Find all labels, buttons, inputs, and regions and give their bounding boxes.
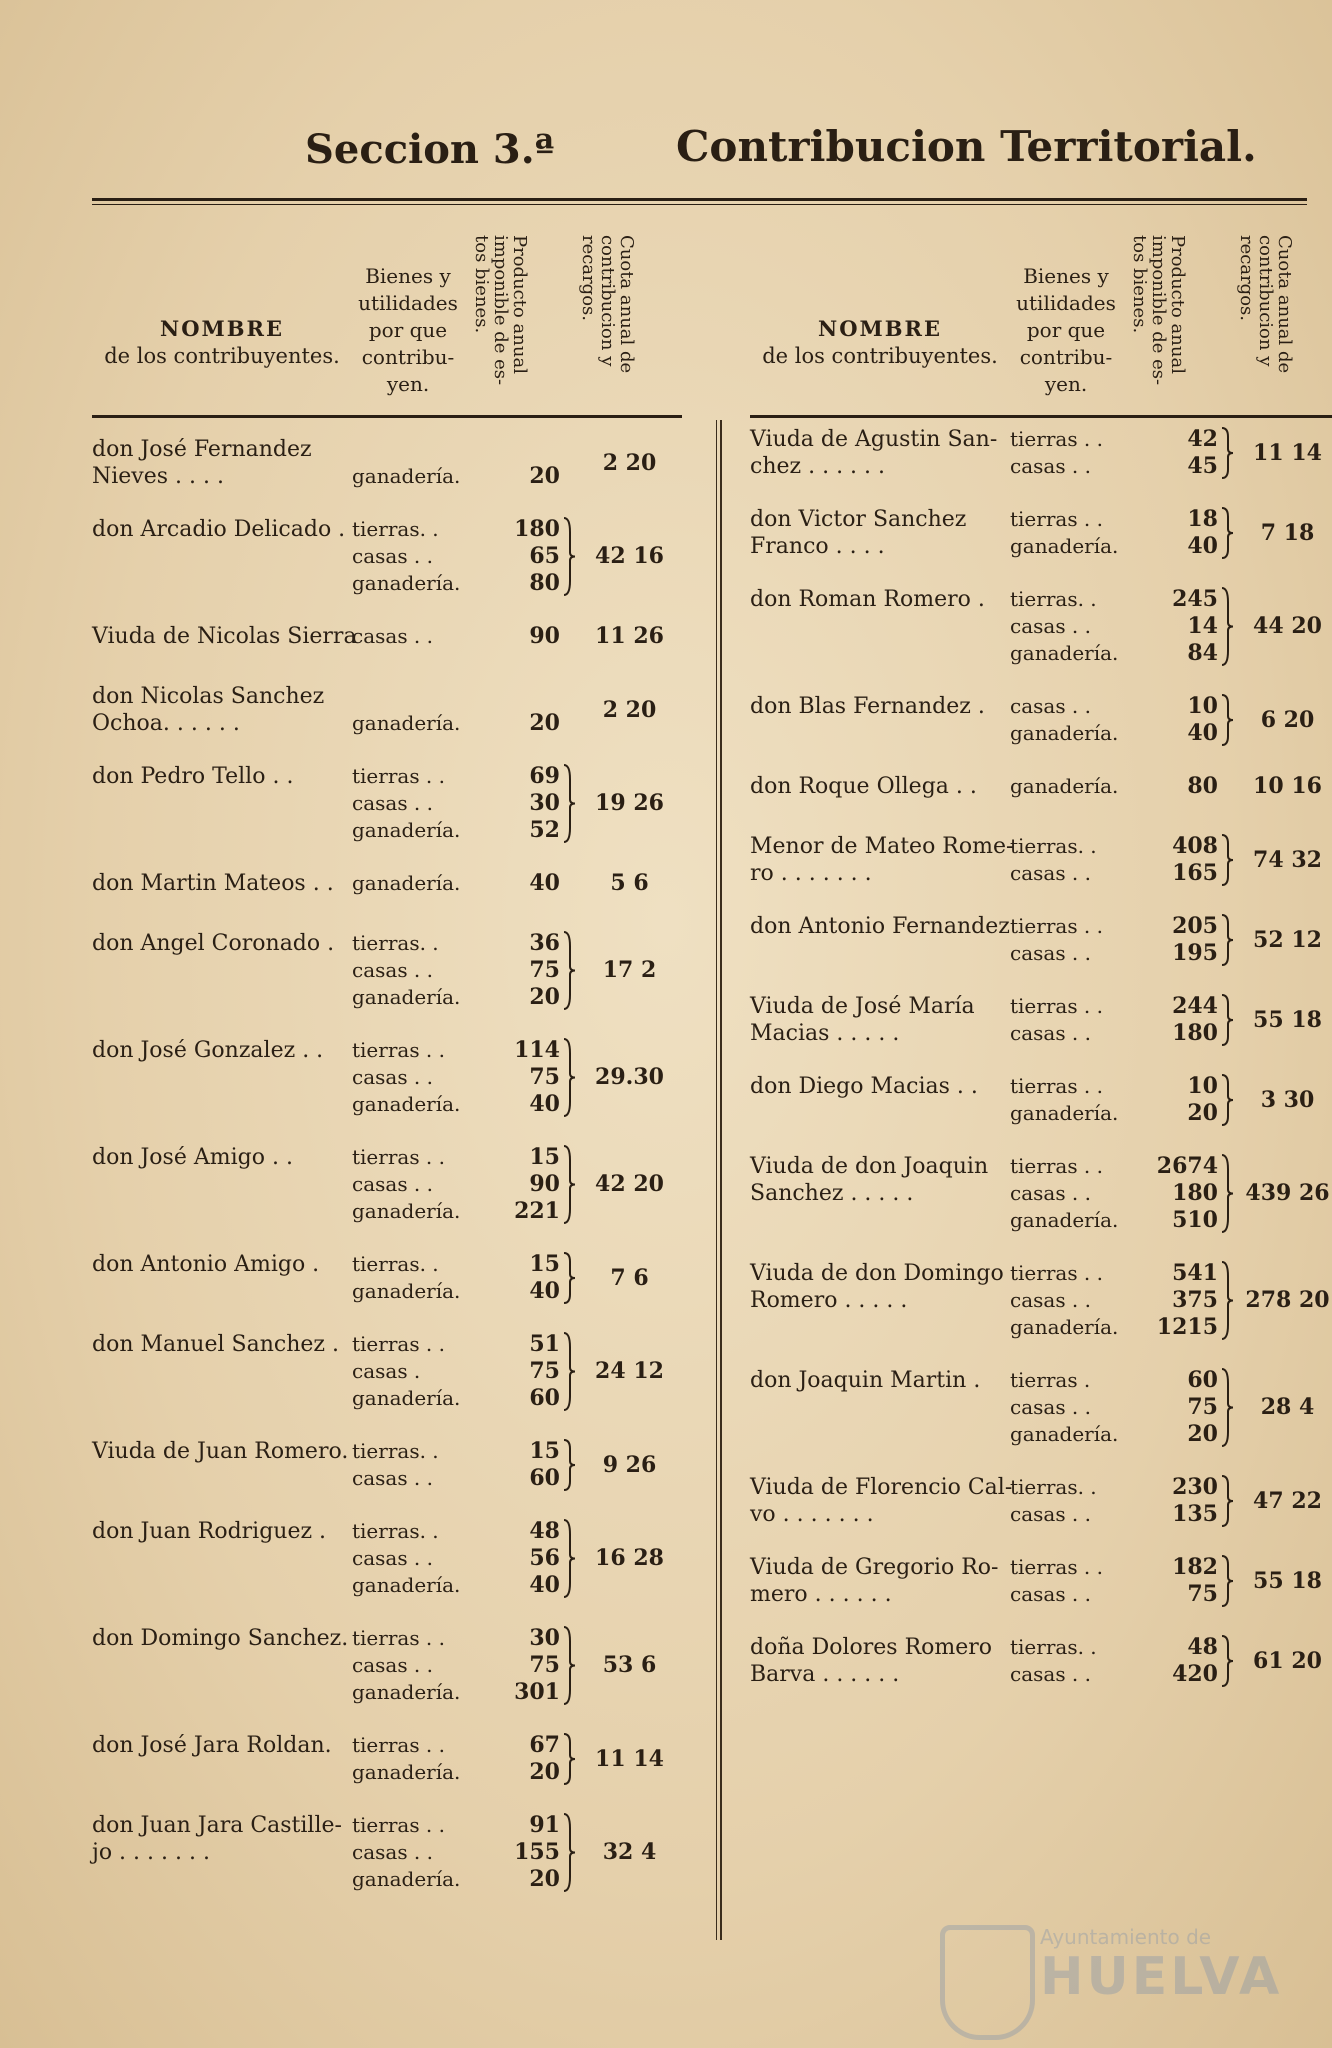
annual-quota: 55 18 — [1253, 1567, 1322, 1594]
property-types: tierras. . casas . . — [1010, 834, 1097, 885]
taxable-values: 15 60 — [529, 1438, 560, 1491]
taxable-values: 48 420 — [1172, 1634, 1218, 1687]
contributor-name: don Victor Sanchez Franco . . . . — [750, 507, 967, 559]
annual-quota: 7 6 — [610, 1264, 649, 1291]
table-row — [92, 1144, 682, 1225]
taxable-values: 541 375 1215 — [1156, 1260, 1218, 1340]
table-row — [92, 1438, 682, 1492]
table-row — [92, 1625, 682, 1706]
brace-icon — [562, 516, 576, 597]
table-row — [750, 1260, 1332, 1341]
property-types: ganadería. — [1010, 774, 1119, 798]
header-bienes: Bienes y utilidades por que contribu- yen. — [358, 264, 458, 396]
contributor-name: Viuda de Agustin San- chez . . . . . . — [750, 427, 998, 479]
contributor-name: don Juan Rodriguez . — [92, 1519, 327, 1544]
taxable-values: 60 75 20 — [1187, 1367, 1218, 1447]
property-types: tierras . . casas . . — [1010, 427, 1104, 478]
taxable-values: 51 75 60 — [529, 1331, 560, 1411]
taxable-values: 36 75 20 — [529, 930, 560, 1010]
annual-quota: 32 4 — [602, 1839, 657, 1865]
taxable-values: 91 155 20 — [514, 1812, 560, 1892]
table-row — [92, 683, 682, 737]
property-types: tierras . . casas . . ganadería. — [1010, 1261, 1119, 1339]
property-types: tierras. . casas . . ganadería. — [352, 517, 461, 595]
right-column — [750, 210, 1332, 1930]
taxable-values: 182 75 — [1172, 1554, 1218, 1607]
contributor-name: doña Dolores Romero Barva . . . . . . — [750, 1635, 993, 1687]
annual-quota: 11 14 — [1253, 439, 1322, 466]
brace-icon — [562, 1732, 576, 1786]
watermark-top: Ayuntamiento de — [1040, 1925, 1212, 1949]
table-row — [750, 1634, 1332, 1688]
property-types: tierras . . ganadería. — [1010, 507, 1119, 558]
property-types: ganadería. — [352, 464, 461, 488]
contributor-name: Viuda de Florencio Cal- vo . . . . . . . — [750, 1475, 1013, 1527]
property-types: tierras . . ganadería. — [352, 1733, 461, 1784]
annual-quota: 3 30 — [1260, 1086, 1315, 1113]
archive-watermark — [930, 1925, 1283, 2035]
column-divider — [720, 420, 722, 1940]
table-row — [750, 1153, 1332, 1234]
table-row — [92, 1732, 682, 1786]
property-types: tierras. . casas . . — [1010, 1635, 1097, 1686]
property-types: tierras . . casas . . ganadería. — [352, 764, 461, 842]
brace-icon — [1220, 1367, 1234, 1448]
contributor-name: don José Fernandez Nieves . . . . — [92, 437, 312, 489]
property-types: tierras . . casas . . — [1010, 1555, 1104, 1606]
table-row — [750, 913, 1332, 967]
annual-quota: 5 6 — [610, 870, 649, 896]
annual-quota: 11 14 — [595, 1745, 664, 1772]
left-column — [92, 210, 682, 1930]
header-cuota: Cuota anual de contribucion y recargos. — [578, 235, 637, 374]
annual-quota: 278 20 — [1245, 1287, 1330, 1313]
brace-icon — [562, 930, 576, 1011]
annual-quota: 11 26 — [595, 623, 664, 649]
contributor-name: don Blas Fernandez . — [750, 694, 985, 719]
property-types: ganadería. — [352, 871, 461, 895]
annual-quota: 53 6 — [602, 1652, 657, 1678]
taxable-values: 15 40 — [529, 1251, 560, 1304]
property-types: tierras. . casas . . ganadería. — [352, 1519, 461, 1597]
table-row — [750, 693, 1332, 747]
taxable-values: 18 40 — [1187, 506, 1218, 559]
property-types: tierras . casas . . ganadería. — [1010, 1368, 1119, 1446]
brace-icon — [1220, 1073, 1234, 1127]
annual-quota: 28 4 — [1260, 1394, 1315, 1420]
table-row — [92, 436, 682, 490]
property-types: tierras. . casas . . — [352, 1439, 439, 1490]
contributor-name: don Joaquin Martin . — [750, 1368, 981, 1393]
annual-quota: 439 26 — [1245, 1180, 1330, 1206]
annual-quota: 55 18 — [1253, 1006, 1322, 1033]
contributor-name: don Juan Jara Castille- jo . . . . . . . — [92, 1813, 342, 1865]
brace-icon — [1220, 913, 1234, 967]
table-row — [750, 773, 1332, 800]
contributor-name: Viuda de José María Macias . . . . . — [750, 994, 975, 1046]
brace-icon — [1220, 1153, 1234, 1234]
contributor-name: don José Amigo . . — [92, 1145, 293, 1170]
taxable-values: 69 30 52 — [529, 763, 560, 843]
table-row — [750, 1367, 1332, 1448]
property-types: tierras . . casas . . ganadería. — [352, 1145, 461, 1223]
table-row — [92, 623, 682, 650]
taxable-values: 90 — [529, 623, 560, 649]
property-types: tierras . . casas . . ganadería. — [352, 1626, 461, 1704]
property-types: tierras . . casas . . ganadería. — [1010, 1154, 1119, 1232]
taxable-values: 10 20 — [1187, 1073, 1218, 1126]
taxable-values: 80 — [1187, 773, 1218, 799]
brace-icon — [1220, 1634, 1234, 1688]
table-row — [750, 586, 1332, 667]
column-divider-thin — [716, 420, 717, 1940]
property-types: casas . . — [352, 624, 434, 648]
brace-icon — [1220, 1260, 1234, 1341]
annual-quota: 10 16 — [1253, 773, 1322, 799]
annual-quota: 29.30 — [595, 1064, 664, 1090]
annual-quota: 74 32 — [1253, 846, 1322, 873]
table-row — [750, 1073, 1332, 1127]
annual-quota: 7 18 — [1260, 519, 1315, 546]
taxable-values: 20 — [529, 710, 560, 736]
table-row — [92, 763, 682, 844]
header-cuota: Cuota anual de contribucion y recargos. — [1236, 235, 1295, 374]
header-producto: Producto anual imponible de es-tos bienes. — [471, 235, 530, 386]
annual-quota: 44 20 — [1253, 613, 1322, 639]
property-types: tierras . . casas . . ganadería. — [352, 1038, 461, 1116]
annual-quota: 17 2 — [602, 957, 657, 983]
header-name: NOMBRE de los contribuyentes. — [104, 316, 340, 368]
annual-quota: 24 12 — [595, 1358, 664, 1384]
annual-quota: 42 20 — [595, 1171, 664, 1197]
table-row — [92, 1518, 682, 1599]
contributor-name: don Pedro Tello . . — [92, 764, 294, 789]
contributor-name: don José Jara Roldan. — [92, 1733, 332, 1758]
contributor-name: don Martin Mateos . . — [92, 871, 334, 896]
taxable-values: 67 20 — [529, 1732, 560, 1785]
property-types: tierras. . casas . . ganadería. — [352, 931, 461, 1009]
contributor-name: Viuda de Gregorio Ro- mero . . . . . . — [750, 1555, 999, 1607]
annual-quota: 42 16 — [595, 543, 664, 569]
property-types: tierras. . casas . . ganadería. — [1010, 587, 1119, 665]
brace-icon — [562, 1331, 576, 1412]
contributor-name: don Diego Macias . . — [750, 1074, 978, 1099]
brace-icon — [1220, 1474, 1234, 1528]
property-types: tierras . . casas . . — [1010, 914, 1104, 965]
brace-icon — [562, 1812, 576, 1893]
right-table-header — [750, 210, 1332, 418]
page-title: Contribucion Territorial. — [676, 122, 1257, 171]
taxable-values: 20 — [529, 463, 560, 489]
property-types: ganadería. — [352, 711, 461, 735]
table-row — [750, 426, 1332, 480]
brace-icon — [562, 1037, 576, 1118]
contributor-name: Viuda de Nicolas Sierra — [92, 624, 357, 649]
table-row — [750, 993, 1332, 1047]
taxable-values: 408 165 — [1172, 833, 1218, 886]
contributor-name: don Antonio Amigo . — [92, 1252, 320, 1277]
table-row — [92, 1251, 682, 1305]
watermark-main: HUELVA — [1040, 1947, 1283, 2007]
annual-quota: 16 28 — [595, 1545, 664, 1571]
taxable-values: 205 195 — [1172, 913, 1218, 966]
section-label: Seccion 3.ª — [305, 126, 555, 173]
table-row — [750, 1554, 1332, 1608]
table-row — [750, 506, 1332, 560]
contributor-name: don Arcadio Delicado . — [92, 517, 346, 542]
annual-quota: 19 26 — [595, 790, 664, 816]
taxable-values: 48 56 40 — [529, 1518, 560, 1598]
property-types: tierras . . ganadería. — [1010, 1074, 1119, 1125]
page-header — [0, 118, 1332, 178]
taxable-values: 180 65 80 — [514, 516, 560, 596]
header-name: NOMBRE de los contribuyentes. — [762, 316, 998, 368]
brace-icon — [1220, 1554, 1234, 1608]
taxable-values: 30 75 301 — [514, 1625, 560, 1705]
contributor-name: don Roque Ollega . . — [750, 774, 977, 799]
table-row — [92, 1037, 682, 1118]
property-types: tierras . . casas . ganadería. — [352, 1332, 461, 1410]
annual-quota: 47 22 — [1253, 1487, 1322, 1514]
header-bienes: Bienes y utilidades por que contribu- yen. — [1016, 264, 1116, 396]
property-types: tierras . . casas . . ganadería. — [352, 1813, 461, 1891]
taxable-values: 114 75 40 — [514, 1037, 560, 1117]
header-rule — [92, 198, 1307, 205]
header-producto: Producto anual imponible de es-tos bienes. — [1129, 235, 1188, 386]
annual-quota: 61 20 — [1253, 1647, 1322, 1674]
brace-icon — [1220, 993, 1234, 1047]
left-table-header — [92, 210, 682, 418]
contributor-name: don Roman Romero . — [750, 587, 985, 612]
taxable-values: 15 90 221 — [514, 1144, 560, 1224]
contributor-name: Menor de Mateo Rome- ro . . . . . . . — [750, 834, 1014, 886]
brace-icon — [1220, 833, 1234, 887]
property-types: tierras . . casas . . — [1010, 994, 1104, 1045]
contributor-name: Viuda de don Joaquin Sanchez . . . . . — [750, 1154, 989, 1206]
brace-icon — [562, 1251, 576, 1305]
taxable-values: 2674 180 510 — [1156, 1153, 1218, 1233]
table-row — [92, 1812, 682, 1893]
table-row — [92, 516, 682, 597]
annual-quota: 2 20 — [602, 449, 657, 476]
contributor-name: Viuda de Juan Romero. — [92, 1439, 349, 1464]
annual-quota: 52 12 — [1253, 926, 1322, 953]
brace-icon — [562, 1438, 576, 1492]
table-row — [92, 870, 682, 897]
annual-quota: 9 26 — [602, 1451, 657, 1478]
brace-icon — [1220, 586, 1234, 667]
contributor-name: don Domingo Sanchez. — [92, 1626, 349, 1651]
property-types: casas . . ganadería. — [1010, 694, 1119, 745]
taxable-values: 244 180 — [1172, 993, 1218, 1046]
table-row — [92, 930, 682, 1011]
contributor-name: don Antonio Fernandez — [750, 914, 1010, 939]
brace-icon — [1220, 426, 1234, 480]
taxable-values: 245 14 84 — [1172, 586, 1218, 666]
property-types: tierras. . ganadería. — [352, 1252, 461, 1303]
contributor-name: don José Gonzalez . . — [92, 1038, 324, 1063]
taxable-values: 230 135 — [1172, 1474, 1218, 1527]
table-row — [92, 1331, 682, 1412]
taxable-values: 42 45 — [1187, 426, 1218, 479]
contributor-name: Viuda de don Domingo Romero . . . . . — [750, 1261, 1004, 1313]
annual-quota: 2 20 — [602, 696, 657, 723]
taxable-values: 10 40 — [1187, 693, 1218, 746]
annual-quota: 6 20 — [1260, 706, 1315, 733]
brace-icon — [562, 1625, 576, 1706]
brace-icon — [562, 1144, 576, 1225]
brace-icon — [562, 763, 576, 844]
contributor-name: don Nicolas Sanchez Ochoa. . . . . . — [92, 684, 325, 736]
taxable-values: 40 — [529, 870, 560, 896]
table-row — [750, 1474, 1332, 1528]
brace-icon — [562, 1518, 576, 1599]
shield-icon — [940, 1925, 1035, 2040]
brace-icon — [1220, 693, 1234, 747]
property-types: tierras. . casas . . — [1010, 1475, 1097, 1526]
contributor-name: don Manuel Sanchez . — [92, 1332, 339, 1357]
table-row — [750, 833, 1332, 887]
contributor-name: don Angel Coronado . — [92, 931, 335, 956]
brace-icon — [1220, 506, 1234, 560]
